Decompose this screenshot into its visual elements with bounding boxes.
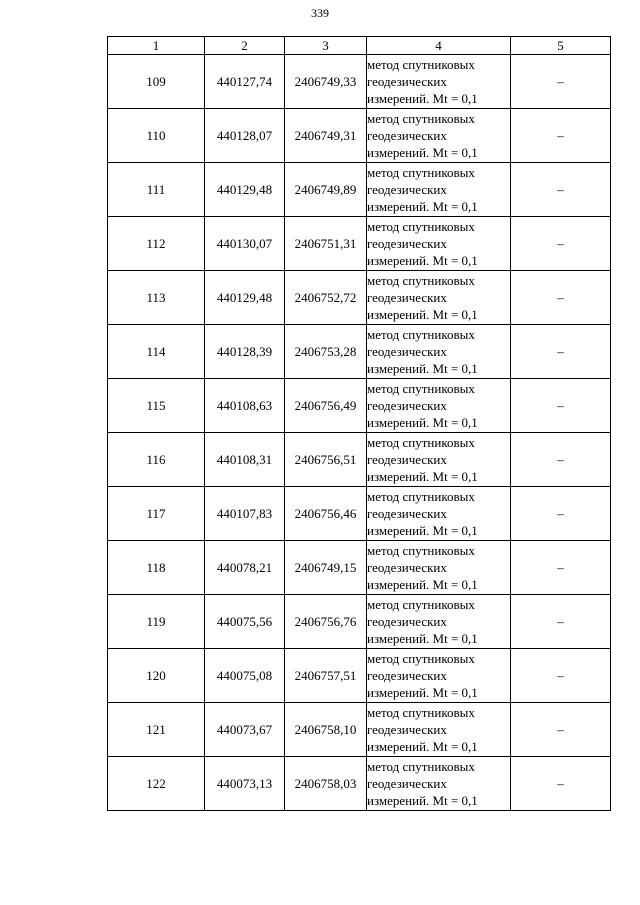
method-line: измерений. Mt = 0,1: [367, 685, 478, 700]
table-row: [108, 433, 611, 487]
column-header-3: 3: [285, 37, 367, 55]
method-description: [367, 703, 511, 757]
method-line: метод спутниковых: [367, 543, 475, 558]
table-row: [108, 541, 611, 595]
point-number: 120: [108, 649, 205, 703]
method-description: [367, 217, 511, 271]
method-line: метод спутниковых: [367, 489, 475, 504]
point-number: 121: [108, 703, 205, 757]
coordinate-x: 440128,39: [205, 325, 285, 379]
coordinate-x: 440108,31: [205, 433, 285, 487]
coordinate-y: 2406752,72: [285, 271, 367, 325]
method-line: измерений. Mt = 0,1: [367, 793, 478, 808]
method-line: измерений. Mt = 0,1: [367, 307, 478, 322]
coordinate-y: 2406749,15: [285, 541, 367, 595]
coordinate-x: 440073,13: [205, 757, 285, 811]
coordinate-x: 440128,07: [205, 109, 285, 163]
method-line: измерений. Mt = 0,1: [367, 253, 478, 268]
coordinate-y: 2406756,51: [285, 433, 367, 487]
table-row: [108, 649, 611, 703]
method-line: измерений. Mt = 0,1: [367, 631, 478, 646]
table-row: [108, 217, 611, 271]
table-row: [108, 55, 611, 109]
table-row: [108, 109, 611, 163]
method-description: [367, 55, 511, 109]
coordinate-y: 2406756,46: [285, 487, 367, 541]
header-row: [108, 37, 611, 55]
table-row: [108, 757, 611, 811]
method-line: метод спутниковых: [367, 705, 475, 720]
table-row: [108, 487, 611, 541]
coordinate-x: 440129,48: [205, 163, 285, 217]
point-number: 119: [108, 595, 205, 649]
method-description: [367, 109, 511, 163]
point-number: 112: [108, 217, 205, 271]
method-line: геодезических: [367, 398, 447, 413]
coordinate-x: 440130,07: [205, 217, 285, 271]
coordinate-y: 2406758,03: [285, 757, 367, 811]
note-dash: –: [511, 541, 611, 595]
column-header-4: 4: [367, 37, 511, 55]
method-line: измерений. Mt = 0,1: [367, 199, 478, 214]
note-dash: –: [511, 217, 611, 271]
page-number: 339: [311, 6, 329, 20]
coordinate-x: 440127,74: [205, 55, 285, 109]
method-line: метод спутниковых: [367, 219, 475, 234]
table-row: [108, 325, 611, 379]
method-description: [367, 163, 511, 217]
note-dash: –: [511, 487, 611, 541]
method-line: измерений. Mt = 0,1: [367, 91, 478, 106]
method-description: [367, 541, 511, 595]
point-number: 110: [108, 109, 205, 163]
column-header-2: 2: [205, 37, 285, 55]
method-description: [367, 379, 511, 433]
coordinates-table: [107, 36, 611, 811]
method-line: геодезических: [367, 290, 447, 305]
note-dash: –: [511, 433, 611, 487]
note-dash: –: [511, 271, 611, 325]
method-line: метод спутниковых: [367, 435, 475, 450]
table-row: [108, 703, 611, 757]
method-description: [367, 757, 511, 811]
coordinate-y: 2406757,51: [285, 649, 367, 703]
coordinate-x: 440129,48: [205, 271, 285, 325]
coordinate-x: 440078,21: [205, 541, 285, 595]
method-line: геодезических: [367, 506, 447, 521]
coordinate-y: 2406749,33: [285, 55, 367, 109]
coordinate-y: 2406751,31: [285, 217, 367, 271]
method-line: метод спутниковых: [367, 597, 475, 612]
coordinate-x: 440075,56: [205, 595, 285, 649]
method-line: метод спутниковых: [367, 759, 475, 774]
method-line: метод спутниковых: [367, 57, 475, 72]
method-line: геодезических: [367, 128, 447, 143]
table-row: [108, 163, 611, 217]
table-body: [108, 55, 611, 811]
method-line: метод спутниковых: [367, 273, 475, 288]
point-number: 117: [108, 487, 205, 541]
method-line: геодезических: [367, 668, 447, 683]
method-line: геодезических: [367, 344, 447, 359]
method-line: метод спутниковых: [367, 381, 475, 396]
method-description: [367, 271, 511, 325]
table-row: [108, 595, 611, 649]
coordinate-y: 2406753,28: [285, 325, 367, 379]
column-header-1: 1: [108, 37, 205, 55]
note-dash: –: [511, 163, 611, 217]
point-number: 118: [108, 541, 205, 595]
method-line: измерений. Mt = 0,1: [367, 145, 478, 160]
method-line: измерений. Mt = 0,1: [367, 577, 478, 592]
coordinate-x: 440075,08: [205, 649, 285, 703]
note-dash: –: [511, 55, 611, 109]
point-number: 109: [108, 55, 205, 109]
coordinate-y: 2406756,49: [285, 379, 367, 433]
method-description: [367, 433, 511, 487]
method-line: метод спутниковых: [367, 111, 475, 126]
table-row: [108, 271, 611, 325]
method-line: измерений. Mt = 0,1: [367, 523, 478, 538]
method-line: геодезических: [367, 452, 447, 467]
note-dash: –: [511, 379, 611, 433]
method-line: геодезических: [367, 560, 447, 575]
note-dash: –: [511, 649, 611, 703]
method-line: измерений. Mt = 0,1: [367, 415, 478, 430]
method-line: метод спутниковых: [367, 651, 475, 666]
method-line: метод спутниковых: [367, 165, 475, 180]
method-line: измерений. Mt = 0,1: [367, 739, 478, 754]
coordinate-x: 440108,63: [205, 379, 285, 433]
note-dash: –: [511, 325, 611, 379]
coordinate-y: 2406749,89: [285, 163, 367, 217]
method-line: измерений. Mt = 0,1: [367, 469, 478, 484]
point-number: 115: [108, 379, 205, 433]
method-line: геодезических: [367, 614, 447, 629]
note-dash: –: [511, 109, 611, 163]
method-description: [367, 325, 511, 379]
method-description: [367, 595, 511, 649]
method-description: [367, 649, 511, 703]
method-description: [367, 487, 511, 541]
method-line: геодезических: [367, 182, 447, 197]
column-header-5: 5: [511, 37, 611, 55]
coordinate-x: 440107,83: [205, 487, 285, 541]
method-line: метод спутниковых: [367, 327, 475, 342]
table-row: [108, 379, 611, 433]
coordinate-x: 440073,67: [205, 703, 285, 757]
point-number: 111: [108, 163, 205, 217]
coordinate-y: 2406758,10: [285, 703, 367, 757]
method-line: измерений. Mt = 0,1: [367, 361, 478, 376]
note-dash: –: [511, 757, 611, 811]
note-dash: –: [511, 595, 611, 649]
coordinate-y: 2406749,31: [285, 109, 367, 163]
method-line: геодезических: [367, 236, 447, 251]
method-line: геодезических: [367, 776, 447, 791]
point-number: 122: [108, 757, 205, 811]
note-dash: –: [511, 703, 611, 757]
method-line: геодезических: [367, 722, 447, 737]
point-number: 114: [108, 325, 205, 379]
coordinate-y: 2406756,76: [285, 595, 367, 649]
method-line: геодезических: [367, 74, 447, 89]
point-number: 116: [108, 433, 205, 487]
point-number: 113: [108, 271, 205, 325]
